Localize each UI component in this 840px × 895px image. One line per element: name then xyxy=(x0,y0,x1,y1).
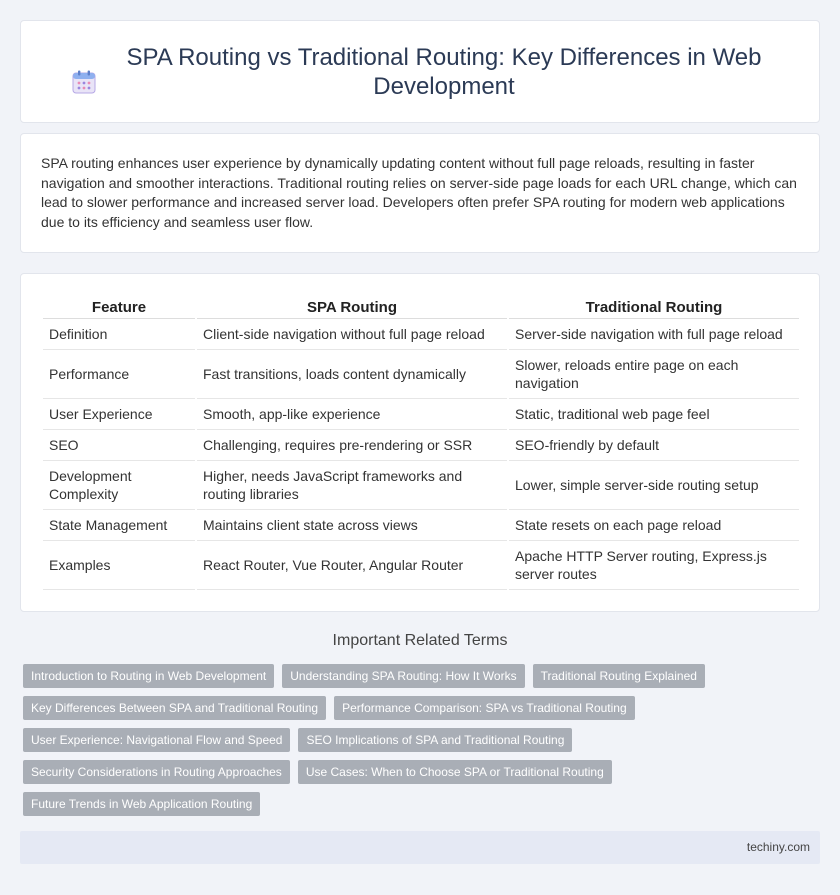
related-term-tag[interactable]: Future Trends in Web Application Routing xyxy=(23,792,260,816)
table-cell: Smooth, app-like experience xyxy=(197,399,507,430)
table-cell: Client-side navigation without full page reload xyxy=(197,319,507,350)
table-cell: State Management xyxy=(43,510,195,541)
table-cell: Lower, simple server-side routing setup xyxy=(509,461,799,510)
tag-row xyxy=(23,728,813,752)
table-cell: Fast transitions, loads content dynamically xyxy=(197,350,507,399)
intro-card xyxy=(20,133,820,253)
related-term-tag[interactable]: User Experience: Navigational Flow and Speed xyxy=(23,728,290,752)
table-cell: Performance xyxy=(43,350,195,399)
comparison-card xyxy=(20,273,820,612)
table-cell: Apache HTTP Server routing, Express.js server routes xyxy=(509,541,799,590)
table-cell: Challenging, requires pre-rendering or SSR xyxy=(197,430,507,461)
table-cell: Maintains client state across views xyxy=(197,510,507,541)
column-header-traditional: Traditional Routing xyxy=(509,294,799,319)
table-cell: SEO xyxy=(43,430,195,461)
title-wrap xyxy=(60,43,780,101)
table-cell: Development Complexity xyxy=(43,461,195,510)
calendar-icon xyxy=(71,69,97,95)
table-row xyxy=(43,510,799,541)
comparison-table xyxy=(43,294,799,590)
table-row xyxy=(43,399,799,430)
table-cell: State resets on each page reload xyxy=(509,510,799,541)
related-term-tag[interactable]: Security Considerations in Routing Approaches xyxy=(23,760,290,784)
related-term-tag[interactable]: Understanding SPA Routing: How It Works xyxy=(282,664,524,688)
column-header-feature: Feature xyxy=(43,294,195,319)
table-cell: Examples xyxy=(43,541,195,590)
table-cell: Server-side navigation with full page reload xyxy=(509,319,799,350)
related-terms-heading: Important Related Terms xyxy=(332,632,508,649)
tag-row xyxy=(23,760,813,784)
footer xyxy=(20,831,820,864)
table-row xyxy=(43,350,799,399)
table-cell: User Experience xyxy=(43,399,195,430)
page-title: SPA Routing vs Traditional Routing: Key Differences in Web Development xyxy=(126,43,762,100)
table-cell: Slower, reloads entire page on each navigation xyxy=(509,350,799,399)
table-cell: Static, traditional web page feel xyxy=(509,399,799,430)
intro-paragraph: SPA routing enhances user experience by dynamically updating content without full page reloads, resulting in faster navigation and smoother interactions. Traditional routing relies on server-side page loads for each URL change, which can lead to slower performance and increased server load. Developers often prefer SPA routing for modern web applications due to its efficiency and seamless user flow. xyxy=(41,155,797,230)
related-term-tag[interactable]: Key Differences Between SPA and Traditional Routing xyxy=(23,696,326,720)
related-term-tag[interactable]: Performance Comparison: SPA vs Traditional Routing xyxy=(334,696,635,720)
table-header-row xyxy=(43,294,799,319)
table-row xyxy=(43,461,799,510)
related-term-tag[interactable]: SEO Implications of SPA and Traditional Routing xyxy=(298,728,572,752)
table-row xyxy=(43,319,799,350)
table-row xyxy=(43,541,799,590)
title-card xyxy=(20,20,820,123)
tag-row xyxy=(23,696,813,720)
tag-row xyxy=(23,792,813,816)
column-header-spa: SPA Routing xyxy=(197,294,507,319)
table-cell: React Router, Vue Router, Angular Router xyxy=(197,541,507,590)
table-cell: SEO-friendly by default xyxy=(509,430,799,461)
related-term-tag[interactable]: Introduction to Routing in Web Development xyxy=(23,664,274,688)
related-terms-list xyxy=(23,664,813,824)
site-credit[interactable]: techiny.com xyxy=(746,840,810,854)
table-row xyxy=(43,430,799,461)
table-cell: Definition xyxy=(43,319,195,350)
related-term-tag[interactable]: Use Cases: When to Choose SPA or Traditional Routing xyxy=(298,760,612,784)
table-cell: Higher, needs JavaScript frameworks and routing libraries xyxy=(197,461,507,510)
tag-row xyxy=(23,664,813,688)
related-term-tag[interactable]: Traditional Routing Explained xyxy=(533,664,705,688)
